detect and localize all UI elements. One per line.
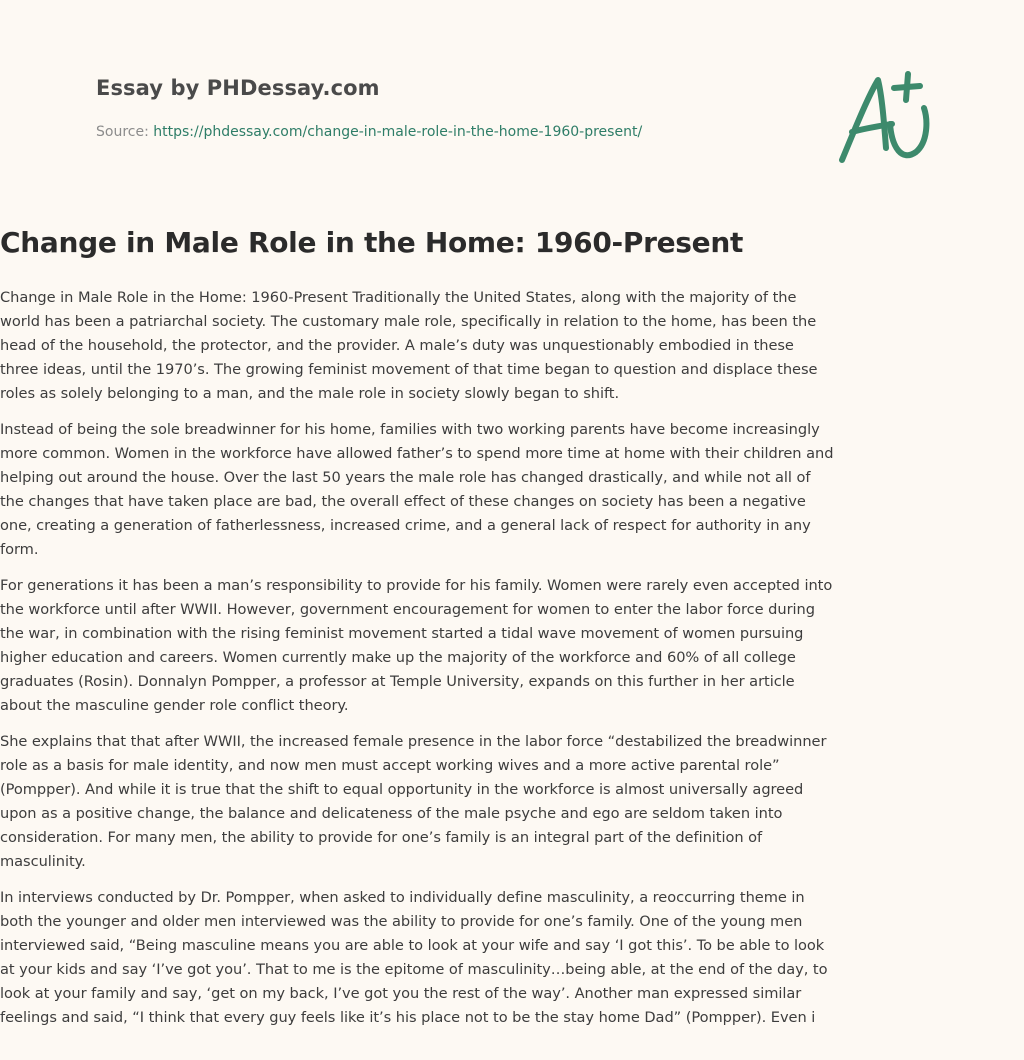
source-line	[96, 124, 642, 140]
essay-paragraph: She explains that that after WWII, the increased female presence in the labor force “destabilized the breadwinner role as a basis for male identity, and now men must accept working wives and a more active parental role” (Pompper). And while it is true that the shift to equal opportunity in the workforce is almost universally agreed upon as a positive change, the balance and delicateness of the male psyche and ego are seldom taken into consideration. For many men, the ability to provide for one’s family is an integral part of the definition of masculinity.	[0, 733, 827, 870]
source-label: Source:	[96, 124, 154, 140]
essay-paragraph: Instead of being the sole breadwinner for his home, families with two working parents have become increasingly more common. Women in the workforce have allowed father’s to spend more time at home with their children and helping out around the house. Over the last 50 years the male role has changed drastically, and while not all of the changes that have taken place are bad, the overall effect of these changes on society has been a negative one, creating a generation of fatherlessness, increased crime, and a general lack of respect for authority in any form.	[0, 421, 834, 558]
essay-paragraph: Change in Male Role in the Home: 1960-Present Traditionally the United States, along with the majority of the world has been a patriarchal society. The customary male role, specifically in relation to the home, has been the head of the household, the protector, and the provider. A male’s duty was unquestionably embodied in these three ideas, until the 1970’s. The growing feminist movement of that time began to question and displace these roles as solely belonging to a man, and the male role in society slowly began to shift.	[0, 289, 818, 402]
site-title: Essay by PHDessay.com	[96, 76, 380, 100]
page-header	[96, 0, 928, 200]
essay-paragraph: In interviews conducted by Dr. Pompper, when asked to individually define masculinity, a reoccurring theme in both the younger and older men interviewed was the ability to provide for one’s family. One of the young men interviewed said, “Being masculine means you are able to look at your wife and say ‘I got this’. To be able to look at your kids and say ‘I’ve got you’. That to me is the epitome of masculinity…being able, at the end of the day, to look at your family and say, ‘get on my back, I’ve got you the rest of the way’. Another man expressed similar feelings and said, “I think that every guy feels like it’s his place not to be the stay home Dad” (Pompper). Even i	[0, 889, 828, 1026]
essay-paragraph: For generations it has been a man’s responsibility to provide for his family. Women were rarely even accepted into the workforce until after WWII. However, government encouragement for women to enter the labor force during the war, in combination with the rising feminist movement started a tidal wave movement of women pursuing higher education and careers. Women currently make up the majority of the workforce and 60% of all college graduates (Rosin). Donnalyn Pompper, a professor at Temple University, expands on this further in her article about the masculine gender role conflict theory.	[0, 577, 833, 714]
a-plus-logo-icon	[832, 66, 936, 166]
essay-title: Change in Male Role in the Home: 1960-Present	[0, 226, 744, 259]
essay-body	[0, 286, 836, 1042]
source-link[interactable]: https://phdessay.com/change-in-male-role-in-the-home-1960-present/	[153, 124, 643, 140]
